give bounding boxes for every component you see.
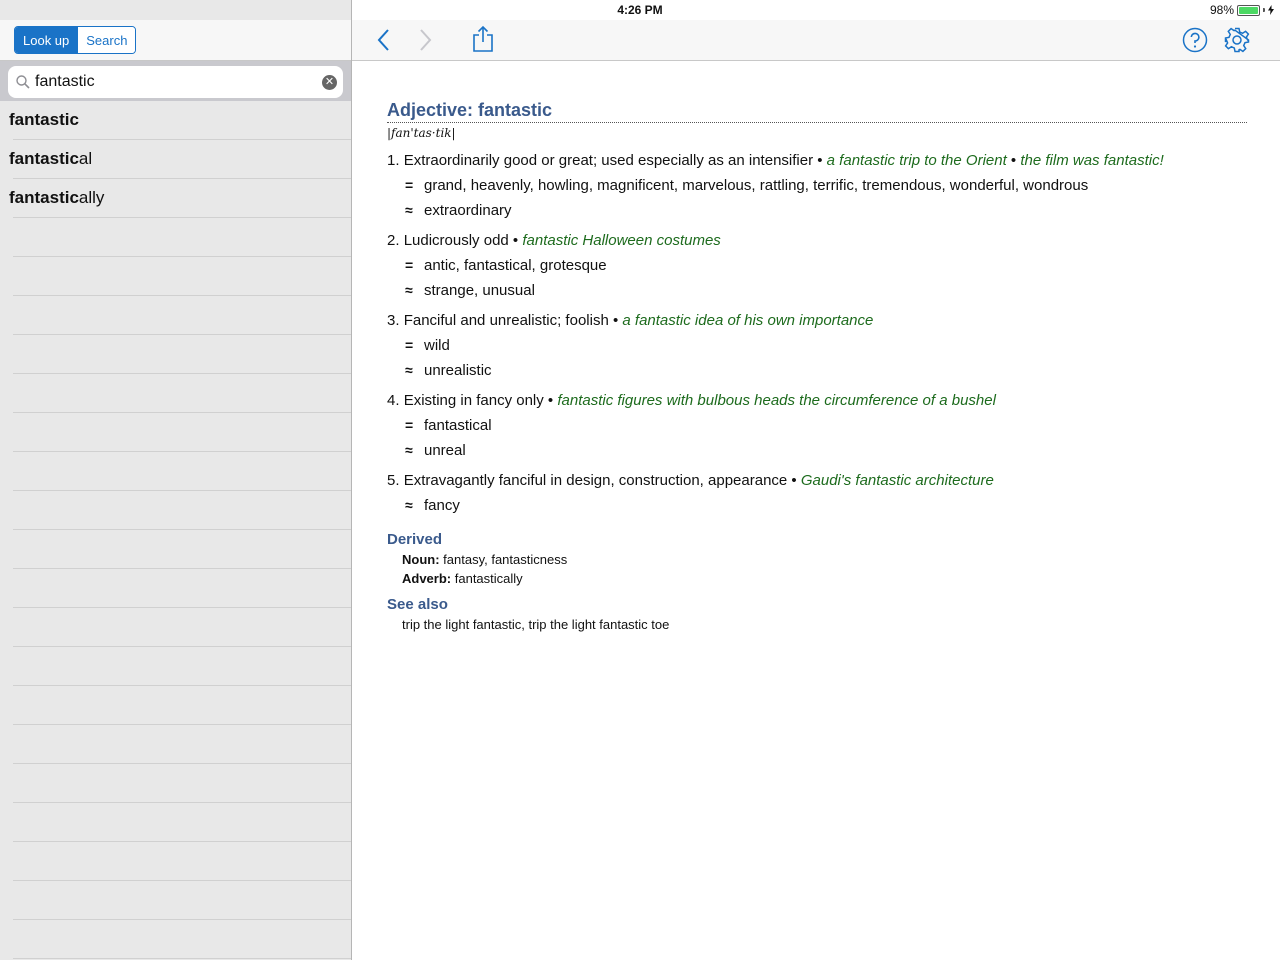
synonym-icon: = (405, 417, 414, 433)
see-also-list[interactable]: trip the light fantastic, trip the light fantastic toe (402, 617, 670, 632)
pronunciation: |fan'tas·tik| (387, 126, 456, 140)
entry-heading: Adjective: fantastic (387, 100, 1247, 123)
similar-list[interactable]: extraordinary (424, 202, 512, 219)
synonym-icon: = (405, 177, 414, 193)
example-text[interactable]: the film was fantastic! (1020, 152, 1164, 169)
empty-row (13, 764, 351, 803)
example-text[interactable]: a fantastic idea of his own importance (622, 312, 874, 329)
similar-icon: ≈ (405, 497, 413, 513)
result-item[interactable]: fantastical (13, 140, 351, 179)
synonym-list[interactable]: fantastical (424, 417, 492, 434)
mode-segmented-control (14, 26, 136, 54)
sense-definition: Extravagantly fanciful in design, construction, appearance (403, 472, 788, 489)
left-toolbar (0, 20, 351, 61)
search-tab[interactable]: Search (77, 27, 135, 53)
empty-row (13, 920, 351, 959)
synonym-icon: = (405, 257, 414, 273)
result-item[interactable]: fantastically (13, 179, 351, 218)
similar-icon: ≈ (405, 362, 413, 378)
results-list (0, 101, 351, 959)
pane-divider (351, 0, 352, 960)
clear-search-icon[interactable]: ✕ (322, 75, 337, 90)
similar-list[interactable]: unreal (424, 442, 466, 459)
clock: 4:26 PM (617, 3, 663, 17)
back-arrow-icon[interactable] (376, 27, 392, 53)
empty-row (13, 296, 351, 335)
empty-row (13, 608, 351, 647)
empty-row (13, 725, 351, 764)
word-list-pane (0, 0, 351, 960)
derived-noun: Noun: fantasy, fantasticness (402, 552, 568, 567)
battery-icon (1237, 5, 1260, 16)
similar-icon: ≈ (405, 442, 413, 458)
synonym-list[interactable]: wild (424, 337, 450, 354)
synonym-icon: = (405, 337, 414, 353)
empty-row (13, 452, 351, 491)
similar-list[interactable]: fancy (424, 497, 460, 514)
battery-info (1210, 3, 1274, 17)
example-text[interactable]: Gaudi's fantastic architecture (800, 472, 994, 489)
empty-row (13, 491, 351, 530)
empty-row (13, 218, 351, 257)
empty-row (13, 881, 351, 920)
empty-row (13, 842, 351, 881)
synonym-list[interactable]: antic, fantastical, grotesque (424, 257, 607, 274)
sense-3: 3. Fanciful and unrealistic; foolish • a fantastic idea of his own importance = wild ≈ unrealistic (387, 312, 874, 379)
similar-list[interactable]: unrealistic (424, 362, 492, 379)
example-text[interactable]: fantastic Halloween costumes (522, 232, 721, 249)
empty-row (13, 686, 351, 725)
empty-row (13, 530, 351, 569)
definition-content (387, 100, 1247, 632)
search-field-container (8, 66, 343, 98)
similar-icon: ≈ (405, 282, 413, 298)
detail-toolbar (352, 20, 1280, 61)
search-icon (16, 75, 30, 89)
empty-row (13, 335, 351, 374)
empty-row (13, 647, 351, 686)
sense-definition: Ludicrously odd (403, 232, 509, 249)
empty-row (13, 569, 351, 608)
sense-definition: Fanciful and unrealistic; foolish (403, 312, 609, 329)
sense-1: 1. Extraordinarily good or great; used especially as an intensifier • a fantastic trip to the Orient • the film was fantastic! = grand, heavenly, howling, magnificent, marvelous, rattling, terrific, tremendous, wonderful, wondrous ≈ extraordinary (387, 152, 1164, 219)
derived-noun-value[interactable]: fantasy, fantasticness (443, 552, 568, 567)
derived-adverb-value[interactable]: fantastically (454, 571, 523, 586)
search-input[interactable] (35, 70, 315, 94)
forward-arrow-icon[interactable] (417, 27, 433, 53)
example-text[interactable]: a fantastic trip to the Orient (826, 152, 1007, 169)
empty-row (13, 413, 351, 452)
share-icon[interactable] (472, 25, 494, 53)
result-item[interactable]: fantastic (13, 101, 351, 140)
lookup-tab[interactable]: Look up (15, 27, 77, 53)
similar-list[interactable]: strange, unusual (424, 282, 535, 299)
see-also-heading: See also (387, 596, 448, 613)
derived-heading: Derived (387, 531, 443, 548)
sense-5: 5. Extravagantly fanciful in design, construction, appearance • Gaudi's fantastic architecture ≈ fancy (387, 472, 994, 514)
sense-4: 4. Existing in fancy only • fantastic figures with bulbous heads the circumference of a bushel = fantastical ≈ unreal (387, 392, 996, 459)
help-icon[interactable] (1182, 27, 1208, 53)
sense-definition: Existing in fancy only (403, 392, 544, 409)
charging-bolt-icon (1268, 5, 1274, 15)
empty-row (13, 257, 351, 296)
example-text[interactable]: fantastic figures with bulbous heads the circumference of a bushel (557, 392, 996, 409)
sense-definition: Extraordinarily good or great; used especially as an intensifier (403, 152, 814, 169)
empty-row (13, 374, 351, 413)
gear-icon[interactable] (1223, 26, 1251, 54)
empty-row (13, 803, 351, 842)
synonym-list[interactable]: grand, heavenly, howling, magnificent, marvelous, rattling, terrific, tremendous, wonderful, wondrous (424, 177, 1089, 194)
battery-percent: 98% (1209, 3, 1234, 17)
search-bar (0, 61, 351, 101)
derived-adverb: Adverb: fantastically (402, 571, 523, 586)
similar-icon: ≈ (405, 202, 413, 218)
sense-2: 2. Ludicrously odd • fantastic Halloween costumes = antic, fantastical, grotesque ≈ strange, unusual (387, 232, 721, 299)
